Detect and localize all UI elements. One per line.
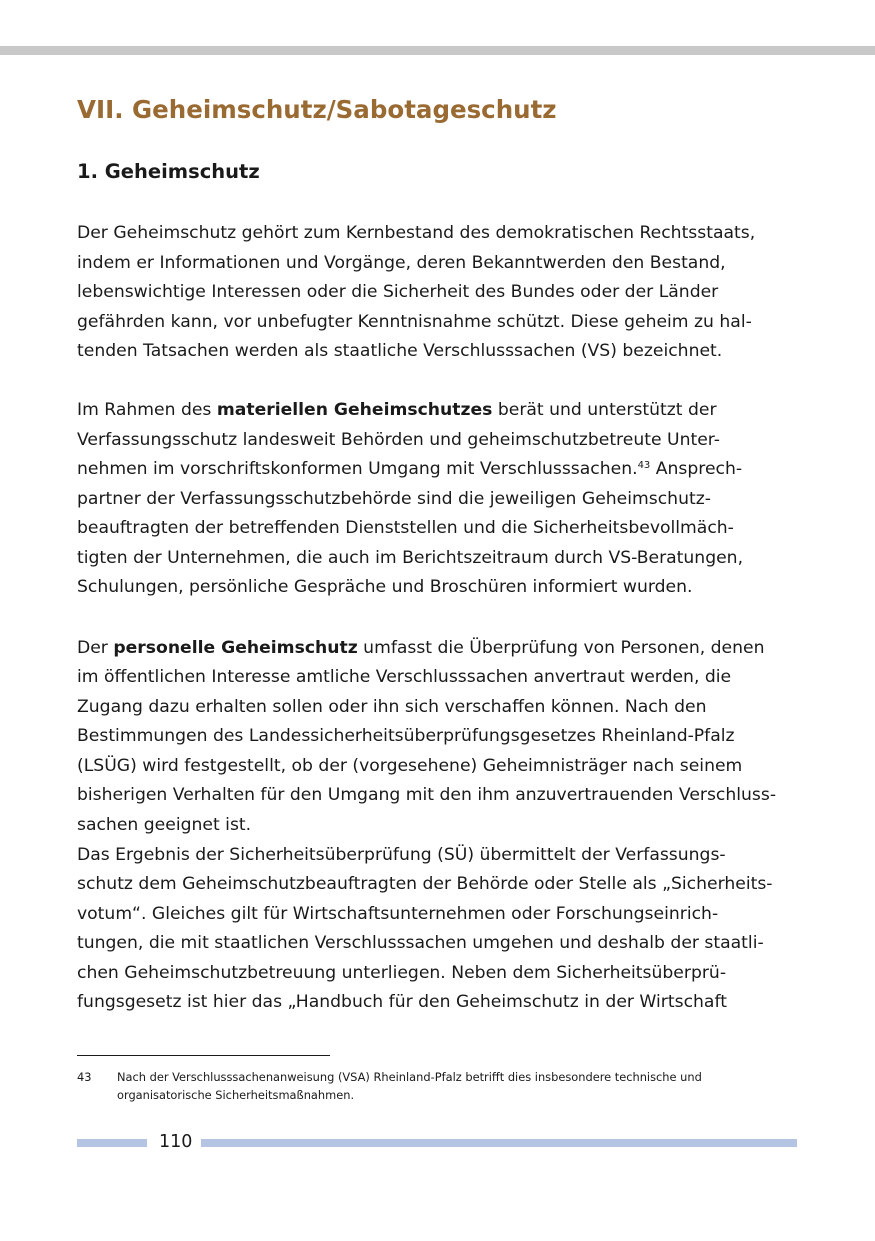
text-line: indem er Informationen und Vorgänge, deren Bekanntwerden den Bestand, — [77, 253, 726, 273]
text-line: lebenswichtige Interessen oder die Sicherheit des Bundes oder der Länder — [77, 282, 719, 302]
footnote-divider — [77, 1055, 330, 1056]
section-title: 1. Geheimschutz — [77, 160, 260, 183]
text-line: tenden Tatsachen werden als staatliche Verschlusssachen (VS) bezeichnet. — [77, 341, 723, 361]
text-line: Zugang dazu erhalten sollen oder ihn sich verschaffen können. Nach den — [77, 697, 707, 717]
text-line: nehmen im vorschriftskonformen Umgang mit Verschlusssachen.$^{43}$ Ansprech- — [77, 459, 743, 479]
text-line: bisherigen Verhalten für den Umgang mit den ihm anzuvertrauenden Verschluss- — [77, 785, 777, 805]
emphasis-materieller-geheimschutz: materiellen Geheimschutzes — [216, 400, 493, 420]
text-line: gefährden kann, vor unbefugter Kenntnisnahme schützt. Diese geheim zu hal- — [77, 312, 752, 332]
text-line: Der personelle Geheimschutz umfasst die Überprüfung von Personen, denen — [77, 638, 765, 658]
page-number: 110 — [159, 1132, 193, 1152]
footnote-number: 43 — [77, 1070, 92, 1084]
footer-bar-left — [77, 1139, 147, 1147]
text-line: chen Geheimschutzbetreuung unterliegen. Neben dem Sicherheitsüberprü- — [77, 963, 727, 983]
footnote-text: organisatorische Sicherheitsmaßnahmen. — [117, 1088, 355, 1102]
text-line: tigten der Unternehmen, die auch im Berichtszeitraum durch VS-Beratungen, — [77, 548, 744, 568]
text-line: schutz dem Geheimschutzbeauftragten der Behörde oder Stelle als „Sicherheits- — [77, 874, 773, 894]
text-line: Bestimmungen des Landessicherheitsüberprüfungsgesetzes Rheinland-Pfalz — [77, 726, 735, 746]
text-line: Schulungen, persönliche Gespräche und Broschüren informiert wurden. — [77, 577, 693, 597]
text-line: sachen geeignet ist. — [77, 815, 252, 835]
text-line: fungsgesetz ist hier das „Handbuch für den Geheimschutz in der Wirtschaft — [77, 992, 727, 1012]
emphasis-personeller-geheimschutz: personelle Geheimschutz — [113, 638, 358, 658]
top-rule — [0, 46, 875, 55]
text-line: beauftragten der betreffenden Dienststellen und die Sicherheitsbevollmäch- — [77, 518, 734, 538]
text-line: im öffentlichen Interesse amtliche Verschlusssachen anvertraut werden, die — [77, 667, 732, 687]
text-line: Das Ergebnis der Sicherheitsüberprüfung (SÜ) übermittelt der Verfassungs- — [77, 845, 726, 865]
text-line: votum“. Gleiches gilt für Wirtschaftsunternehmen oder Forschungseinrich- — [77, 904, 719, 924]
text-line: tungen, die mit staatlichen Verschlusssachen umgehen und deshalb der staatli- — [77, 933, 764, 953]
text-line: (LSÜG) wird festgestellt, ob der (vorgesehene) Geheimnisträger nach seinem — [77, 756, 743, 776]
text-line: partner der Verfassungsschutzbehörde sind die jeweiligen Geheimschutz- — [77, 489, 711, 509]
text-line: Der Geheimschutz gehört zum Kernbestand des demokratischen Rechtsstaats, — [77, 223, 756, 243]
footnote-reference[interactable]: 43 — [637, 460, 651, 471]
chapter-title: VII. Geheimschutz/Sabotageschutz — [77, 95, 557, 124]
footer-bar-right — [201, 1139, 797, 1147]
text-line: Verfassungsschutz landesweit Behörden und geheimschutzbetreute Unter- — [77, 430, 720, 450]
text-line: Im Rahmen des materiellen Geheimschutzes berät und unterstützt der — [77, 400, 717, 420]
footnote-text: Nach der Verschlusssachenanweisung (VSA) Rheinland-Pfalz betrifft dies insbesondere technische und — [117, 1070, 702, 1084]
